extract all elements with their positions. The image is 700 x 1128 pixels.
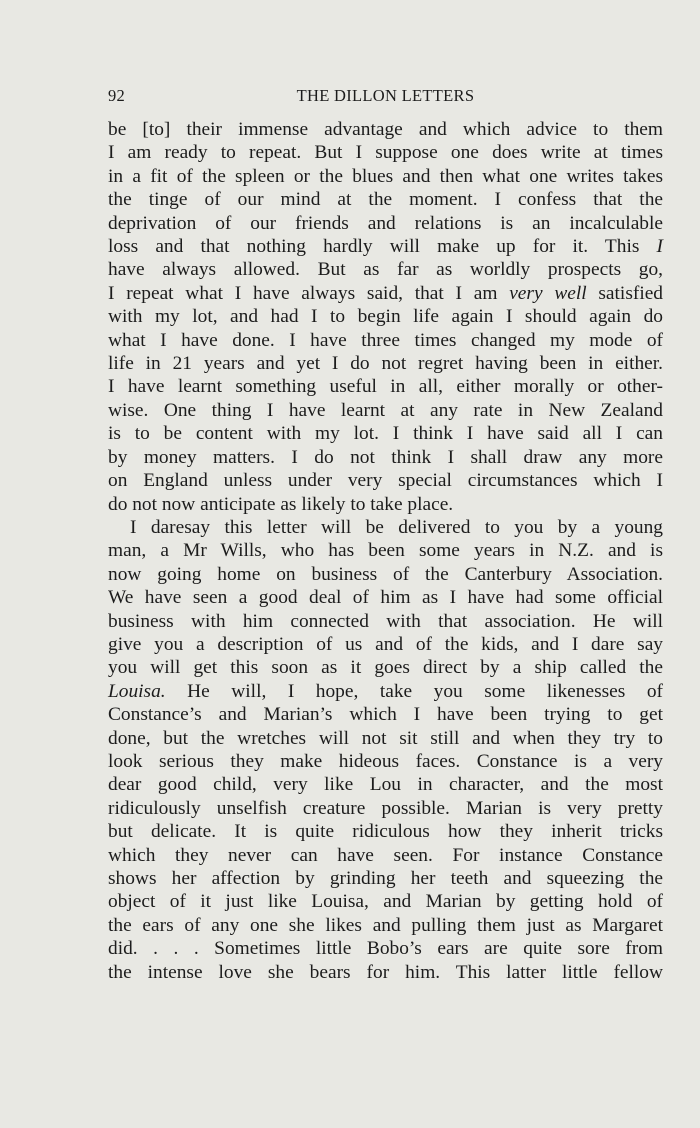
line-text: you will get this soon as it goes direct by a ship called the <box>108 657 663 679</box>
line-text: I have learnt something useful in all, either morally or other- <box>108 376 663 398</box>
text-line <box>108 844 663 867</box>
line-text: be [to] their immense advantage and which advice to them <box>108 119 663 140</box>
text-line <box>108 516 663 539</box>
line-text: is to be content with my lot. I think I have said all I can <box>108 423 663 445</box>
text-line <box>108 586 663 609</box>
line-text: with my lot, and had I to begin life again I should again do <box>108 306 663 328</box>
text-line <box>108 469 663 492</box>
page-number: 92 <box>108 86 126 105</box>
line-text: but delicate. It is quite ridiculous how they inherit tricks <box>108 821 663 843</box>
text-line <box>108 375 663 398</box>
text-line <box>108 961 663 984</box>
line-text: give you a description of us and of the kids, and I dare say <box>108 633 663 655</box>
line-text: the tinge of our mind at the moment. I confess that the <box>108 189 663 211</box>
text-line <box>108 820 663 843</box>
text-line <box>108 680 663 703</box>
line-text: man, a Mr Wills, who has been some years in N.Z. and is <box>108 540 663 562</box>
line-text: ridiculously unselfish creature possible. Marian is very pretty <box>108 797 663 819</box>
text-line <box>108 867 663 890</box>
line-text: the ears of any one she likes and pulling them just as Margaret <box>108 914 663 936</box>
text-line <box>108 165 663 188</box>
text-line <box>108 446 663 469</box>
text-line <box>108 633 663 656</box>
line-text: what I have done. I have three times changed my mode of <box>108 329 663 351</box>
text-line <box>108 493 663 516</box>
italic-text: very well <box>509 282 587 304</box>
text-line <box>108 188 663 211</box>
text-line <box>108 703 663 726</box>
line-text: I daresay this letter will be delivered to you by a young <box>130 516 663 538</box>
line-text: in a fit of the spleen or the blues and then what one writes takes <box>108 165 663 187</box>
text-line <box>108 563 663 586</box>
text-line <box>108 422 663 445</box>
text-line <box>108 305 663 328</box>
text-line <box>108 797 663 820</box>
body-text <box>108 118 663 984</box>
text-line <box>108 727 663 750</box>
line-text: object of it just like Louisa, and Marian by getting hold of <box>108 891 663 913</box>
text-line <box>108 750 663 773</box>
line-text: did. . . . Sometimes little Bobo’s ears are quite sore from <box>108 938 663 960</box>
line-text: satisfied <box>586 282 664 304</box>
text-line <box>108 212 663 235</box>
line-text: the intense love she bears for him. This latter little fellow <box>108 961 663 983</box>
line-text: by money matters. I do not think I shall draw any more <box>108 446 663 468</box>
line-text: loss and that nothing hardly will make up for it. This <box>108 236 657 258</box>
line-text: on England unless under very special circumstances which I <box>108 470 663 492</box>
line-text: I repeat what I have always said, that I am <box>108 282 510 304</box>
line-text: We have seen a good deal of him as I have had some official <box>108 587 663 609</box>
line-text: He will, I hope, take you some likenesses of <box>165 680 663 702</box>
text-line <box>108 258 663 281</box>
text-line <box>108 539 663 562</box>
line-text: have always allowed. But as far as worldly prospects go, <box>108 259 663 281</box>
text-line <box>108 890 663 913</box>
line-text: dear good child, very like Lou in character, and the most <box>108 774 663 796</box>
line-text: look serious they make hideous faces. Constance is a very <box>108 750 663 772</box>
line-text: do not now anticipate as likely to take place. <box>108 493 454 515</box>
line-text: shows her affection by grinding her teeth and squeezing the <box>108 868 663 889</box>
line-text: wise. One thing I have learnt at any rate in New Zealand <box>108 399 663 421</box>
text-line <box>108 610 663 633</box>
line-text: I am ready to repeat. But I suppose one does write at times <box>108 142 663 164</box>
line-text: which they never can have seen. For instance Constance <box>108 844 663 866</box>
text-line <box>108 914 663 937</box>
text-line <box>108 656 663 679</box>
text-line <box>108 352 663 375</box>
line-text: done, but the wretches will not sit still and when they try to <box>108 727 663 749</box>
text-line <box>108 773 663 796</box>
text-line <box>108 235 663 258</box>
line-text: deprivation of our friends and relations is an incalculable <box>108 212 663 234</box>
italic-text: Louisa. <box>108 680 166 702</box>
line-text: life in 21 years and yet I do not regret having been in either. <box>108 353 663 375</box>
text-line <box>108 937 663 960</box>
line-text: Constance’s and Marian’s which I have been trying to get <box>108 704 663 726</box>
page-header <box>108 86 663 110</box>
line-text: now going home on business of the Canterbury Association. <box>108 563 663 585</box>
line-text: business with him connected with that association. He will <box>108 610 663 632</box>
text-line <box>108 141 663 164</box>
running-head: THE DILLON LETTERS <box>296 86 475 105</box>
text-line <box>108 282 663 305</box>
italic-text: I <box>656 236 663 258</box>
text-line <box>108 329 663 352</box>
text-line <box>108 118 663 141</box>
text-line <box>108 399 663 422</box>
